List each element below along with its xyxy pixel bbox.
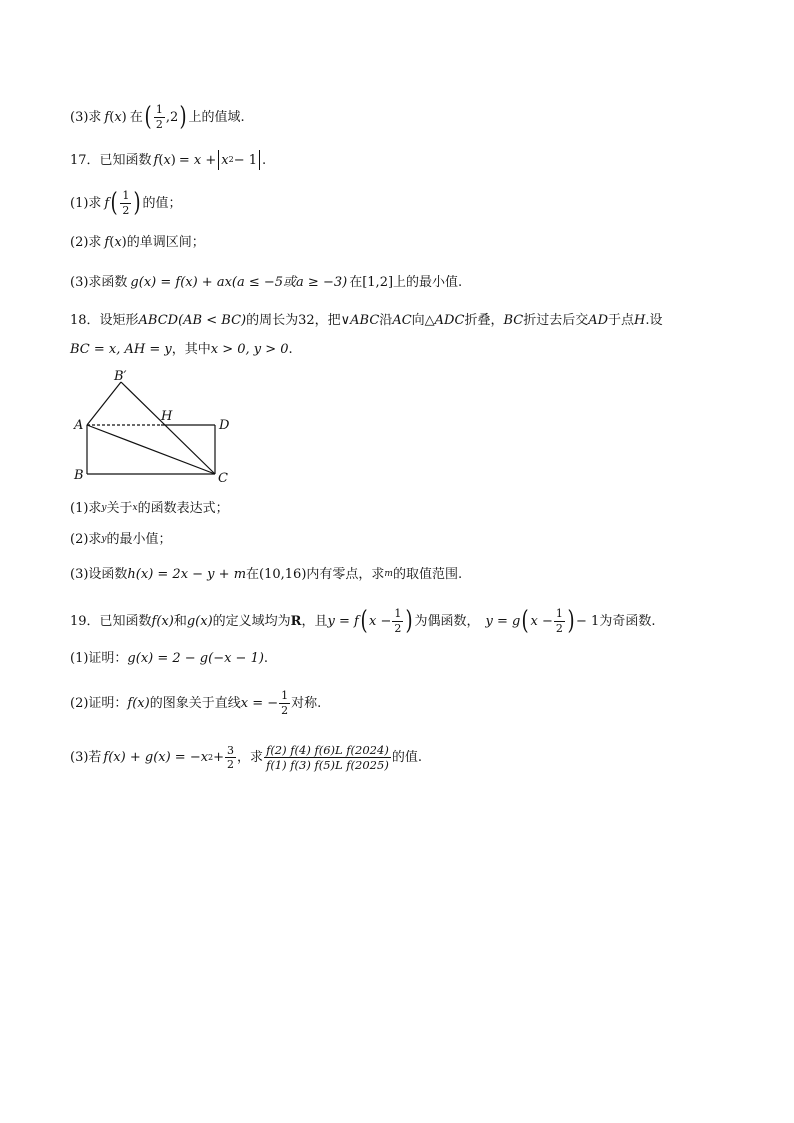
q16-p3-x: x bbox=[114, 109, 122, 125]
q18-p3-m: m bbox=[384, 569, 393, 579]
q17-title-expr-a: = x + bbox=[178, 152, 217, 168]
q18-part2 bbox=[70, 533, 172, 546]
q18-p2-y: y bbox=[101, 534, 107, 544]
fig-label-c: C bbox=[218, 471, 228, 486]
q18-p3-expr: h(x) = 2x − y + m bbox=[127, 567, 247, 582]
fig-label-h: H bbox=[161, 409, 173, 424]
q19-p3-mid: ，求 bbox=[237, 750, 264, 766]
q17-part2: (2)求 f ( x ) 的单调区间； bbox=[70, 235, 205, 250]
q19-p3-plus: + bbox=[213, 750, 225, 766]
q18-ac: AC bbox=[392, 313, 412, 328]
q18-text-a: 的周长为32，把 bbox=[246, 313, 341, 328]
q17-title-expr-b: x bbox=[221, 152, 229, 168]
q19-text-b: ，且 bbox=[301, 613, 328, 629]
q19-text-d: 为奇函数. bbox=[599, 613, 656, 629]
q18-title bbox=[70, 314, 663, 327]
q16-p3-frac: $\frac{1}{2}$ bbox=[155, 103, 163, 131]
fig-line-ac bbox=[87, 425, 215, 474]
q18-text-c: 向 bbox=[411, 313, 425, 328]
q19-p2-prefix: (2)证明： bbox=[70, 695, 128, 711]
q19-p1-expr: g(x) = 2 − g(−x − 1) bbox=[127, 651, 264, 666]
q19-p2-suffix: 对称. bbox=[291, 695, 322, 711]
q17-p1-frac: $\frac{1}{2}$ bbox=[122, 189, 130, 217]
q19-p2-expr: x = − bbox=[240, 695, 279, 711]
q17-title-prefix: 17．已知函数 bbox=[70, 152, 152, 168]
q17-p1-prefix: (1)求 bbox=[70, 195, 102, 211]
q19-y2-x: x − bbox=[530, 613, 553, 629]
q17-part1: (1)求 f ( $\frac{1}{2}$ ) 的值； bbox=[70, 188, 182, 219]
q19-title: 19．已知函数 f(x) 和 g(x) 的定义域均为 R ，且 y = f ( x − $\frac{1}{2}$ ) 为偶函数， y = g ( x − $\frac{1}{2}$ ) − 1 为奇函数. bbox=[70, 606, 656, 637]
q19-y1-a: y = f bbox=[327, 613, 359, 629]
q17-title: 17．已知函数 f ( x ) = x + x 2 − 1 . bbox=[70, 150, 266, 170]
q19-p2-mid: 的图象关于直线 bbox=[149, 695, 241, 711]
q18-p3-suffix: 的取值范围. bbox=[392, 567, 463, 582]
q17-title-exp: 2 bbox=[228, 155, 234, 164]
q19-text-a: 的定义域均为 bbox=[212, 613, 291, 629]
q18-p3-mid: 在 bbox=[246, 567, 260, 582]
q18-text-b: 沿 bbox=[379, 313, 393, 328]
q19-p3-prefix: (3)若 bbox=[70, 750, 102, 766]
q17-p3-interval: [1,2] bbox=[362, 275, 394, 290]
q19-p2-frac: $\frac{1}{2}$ bbox=[281, 689, 289, 717]
q16-p3-interval-end: ,2 bbox=[165, 109, 179, 125]
q18-p3-prefix: (3)设函数 bbox=[70, 567, 128, 582]
q19-frac-num: f(2) f(4) f(6)L f(2024) bbox=[266, 743, 389, 757]
q16-part3: (3)求 f ( x ) 在 ( $\frac{1}{2}$ ,2 ) 上的值域. bbox=[70, 102, 245, 133]
q17-part3 bbox=[70, 276, 462, 289]
fig-label-b: B bbox=[74, 468, 84, 483]
q18-ad: AD bbox=[588, 313, 609, 328]
q18-tri2: △ADC bbox=[424, 313, 465, 328]
q19-p3-frac-3-2: $\frac{3}{2}$ bbox=[227, 743, 235, 772]
q18-text-f: 于点 bbox=[608, 313, 635, 328]
q19-and: 和 bbox=[173, 613, 187, 629]
q18-h: H bbox=[634, 313, 646, 328]
q18-title-prefix: 18．设矩形 bbox=[70, 313, 139, 328]
q16-p3-f: f bbox=[104, 109, 110, 125]
q16-p3-mid: 在 bbox=[129, 109, 143, 125]
q18-bc: BC bbox=[503, 313, 524, 328]
q19-p1-suffix: . bbox=[263, 651, 269, 666]
q17-title-suffix: . bbox=[261, 152, 267, 168]
q17-p3-suffix: 上的最小值. bbox=[393, 275, 463, 290]
q18-part1 bbox=[70, 502, 229, 515]
q19-p3-suffix: 的值. bbox=[391, 750, 422, 766]
q18-p1-mid: 关于 bbox=[106, 501, 133, 516]
q19-p2-f: f(x) bbox=[127, 695, 150, 711]
fig-line-bprime-c bbox=[121, 382, 215, 474]
q18-title-line2 bbox=[70, 343, 293, 356]
q18-tri1: ∨ABC bbox=[340, 313, 380, 328]
q16-p3-suffix: 上的值域. bbox=[188, 109, 245, 125]
q18-p2-suffix: 的最小值； bbox=[106, 532, 172, 547]
q19-title-prefix: 19．已知函数 bbox=[70, 613, 152, 629]
q19-y2-frac: $\frac{1}{2}$ bbox=[555, 607, 563, 635]
q18-rect-name: ABCD(AB < BC) bbox=[138, 313, 247, 328]
q19-p3-exp: 2 bbox=[208, 752, 214, 762]
q19-frac-den: f(1) f(3) f(5)L f(2025) bbox=[266, 758, 389, 773]
q19-part1 bbox=[70, 652, 268, 665]
q18-part3 bbox=[70, 568, 462, 581]
q19-y2-a: y = g bbox=[485, 613, 521, 629]
q18-p2-prefix: (2)求 bbox=[70, 532, 102, 547]
q17-p3-expr: g(x) = f(x) + ax(a ≤ −5或a ≥ −3) bbox=[130, 275, 348, 290]
fig-line-ab-prime bbox=[87, 382, 121, 425]
q19-p3-expr: f(x) + g(x) = −x bbox=[103, 750, 209, 766]
q18-line2-mid: ，其中 bbox=[171, 342, 211, 357]
q17-p2-suffix: 的单调区间； bbox=[126, 235, 205, 250]
q18-p1-x: x bbox=[132, 503, 138, 513]
q19-part3 bbox=[70, 744, 422, 771]
q19-text-c: 为偶函数， bbox=[414, 613, 480, 629]
q18-line2-cond: x > 0, y > 0 bbox=[210, 342, 289, 357]
q16-p3-prefix: (3)求 bbox=[70, 109, 102, 125]
q19-y2-b: − 1 bbox=[576, 613, 600, 629]
q18-line2-end: . bbox=[288, 342, 293, 357]
q17-title-expr-d: − 1 bbox=[233, 152, 257, 168]
q18-p3-interval: (10,16) bbox=[259, 567, 307, 582]
q17-p1-suffix: 的值； bbox=[142, 195, 182, 211]
q19-y1-frac: $\frac{1}{2}$ bbox=[394, 607, 402, 635]
q18-text-e: 折过去后交 bbox=[523, 313, 589, 328]
q18-p3-mid2: 内有零点，求 bbox=[306, 567, 385, 582]
q19-f: f(x) bbox=[151, 613, 174, 629]
q18-figure bbox=[70, 368, 240, 486]
q19-g: g(x) bbox=[186, 613, 213, 629]
q18-text-g: .设 bbox=[645, 313, 663, 328]
q18-line2-expr: BC = x, AH = y bbox=[70, 342, 172, 357]
q18-p1-prefix: (1)求 bbox=[70, 501, 102, 516]
q18-p1-y: y bbox=[101, 503, 107, 513]
q17-p3-prefix: (3)求函数 bbox=[70, 275, 128, 290]
fig-label-d: D bbox=[219, 418, 230, 433]
q19-p1-prefix: (1)证明： bbox=[70, 651, 128, 666]
q18-text-d: 折叠， bbox=[464, 313, 504, 328]
q17-p2-prefix: (2)求 bbox=[70, 235, 102, 250]
q19-part2 bbox=[70, 690, 321, 716]
q19-R: R bbox=[290, 613, 302, 629]
q18-p1-suffix: 的函数表达式； bbox=[137, 501, 229, 516]
q17-p3-mid: 在 bbox=[349, 275, 363, 290]
fig-label-bprime: B′ bbox=[114, 369, 127, 384]
q19-p3-big-frac bbox=[264, 744, 391, 771]
q19-y1-x: x − bbox=[368, 613, 392, 629]
fig-label-a: A bbox=[74, 418, 84, 433]
